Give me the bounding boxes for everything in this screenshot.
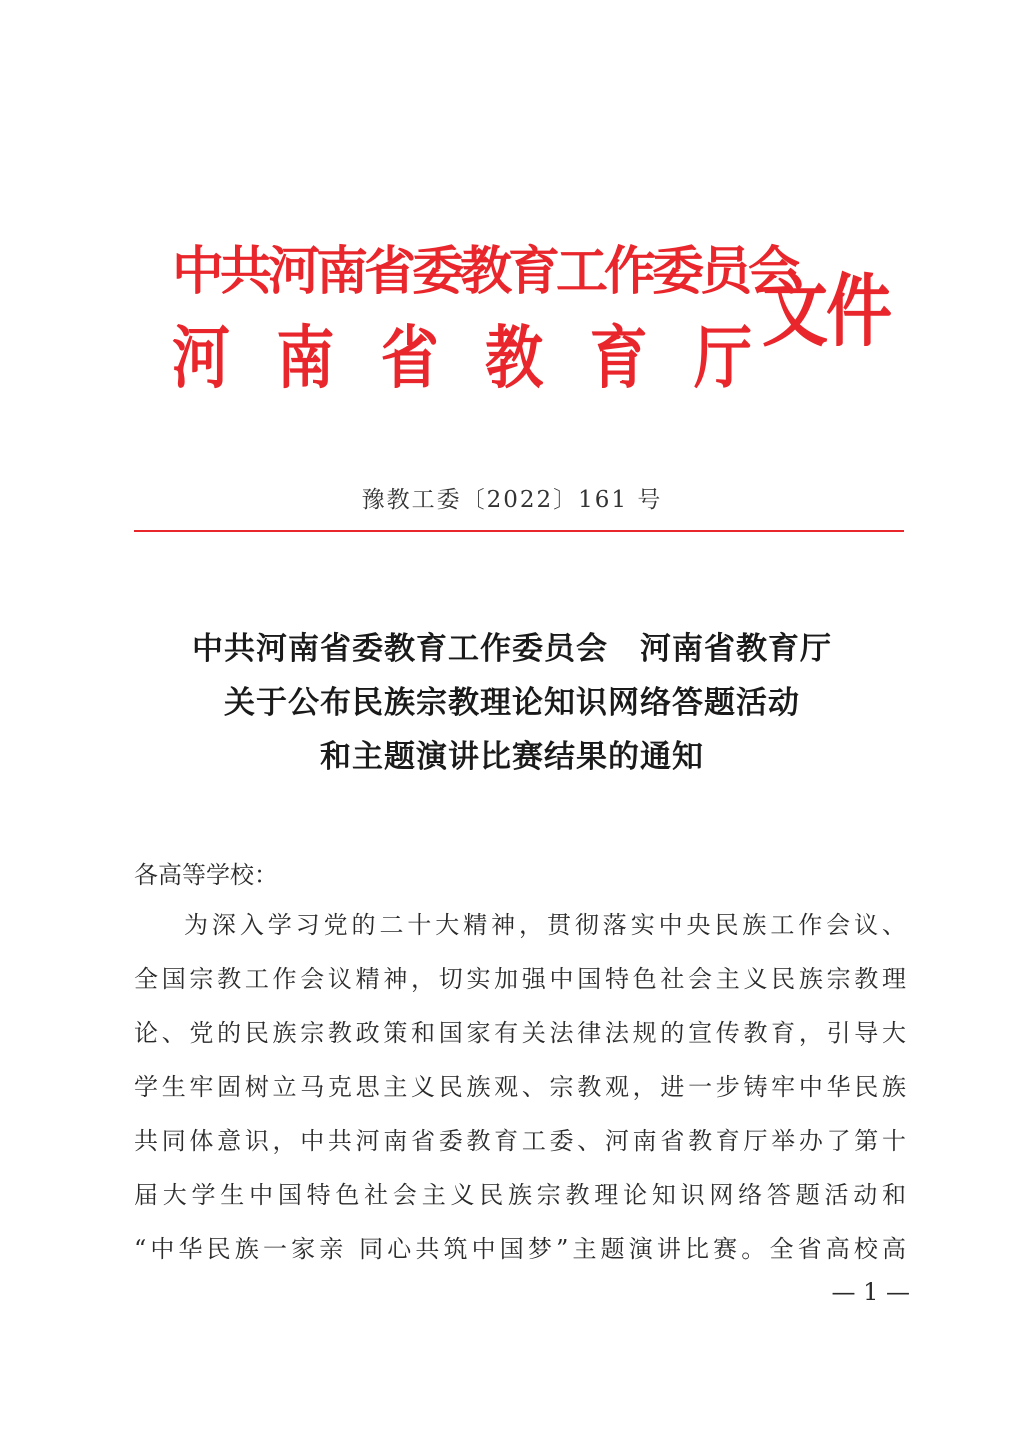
body-paragraph — [134, 898, 906, 1276]
document-number: 豫教工委〔2022〕161 号 — [361, 487, 663, 513]
title-line: 和主题演讲比赛结果的通知 — [320, 739, 704, 775]
title-line: 中共河南省委教育工作委员会 河南省教育厅 — [192, 631, 832, 667]
letterhead-char: 河 — [172, 317, 231, 399]
title-line: 关于公布民族宗教理论知识网络答题活动 — [224, 685, 800, 721]
letterhead-char: 南 — [276, 317, 335, 399]
body-line: 全国宗教工作会议精神，切实加强中国特色社会主义民族宗教理 — [134, 965, 906, 993]
letterhead-char: 育 — [589, 317, 648, 399]
body-line: “中华民族一家亲 同心共筑中国梦”主题演讲比赛。全省高校高 — [134, 1235, 906, 1263]
red-divider — [134, 530, 904, 532]
body-line: 学生牢固树立马克思主义民族观、宗教观，进一步铸牢中华民族 — [134, 1073, 906, 1101]
body-line: 共同体意识，中共河南省委教育工委、河南省教育厅举办了第十 — [134, 1127, 906, 1155]
letterhead-char: 厅 — [693, 317, 752, 399]
letterhead-committee-name: 中共河南省委教育工作委员会 — [172, 242, 797, 302]
letterhead-department-name — [172, 312, 752, 399]
body-line: 届大学生中国特色社会主义民族宗教理论知识网络答题活动和 — [134, 1181, 906, 1209]
letterhead-document-suffix: 文件 — [762, 265, 890, 358]
page-number: — 1 — — [831, 1278, 910, 1306]
letterhead — [172, 232, 892, 402]
body-line: 为深入学习党的二十大精神，贯彻落实中央民族工作会议、 — [184, 911, 906, 939]
document-title — [100, 622, 924, 784]
letterhead-char: 教 — [485, 317, 544, 399]
body-line: 论、党的民族宗教政策和国家有关法律法规的宣传教育，引导大 — [134, 1019, 906, 1047]
salutation: 各高等学校： — [134, 861, 278, 889]
letterhead-char: 省 — [380, 317, 439, 399]
